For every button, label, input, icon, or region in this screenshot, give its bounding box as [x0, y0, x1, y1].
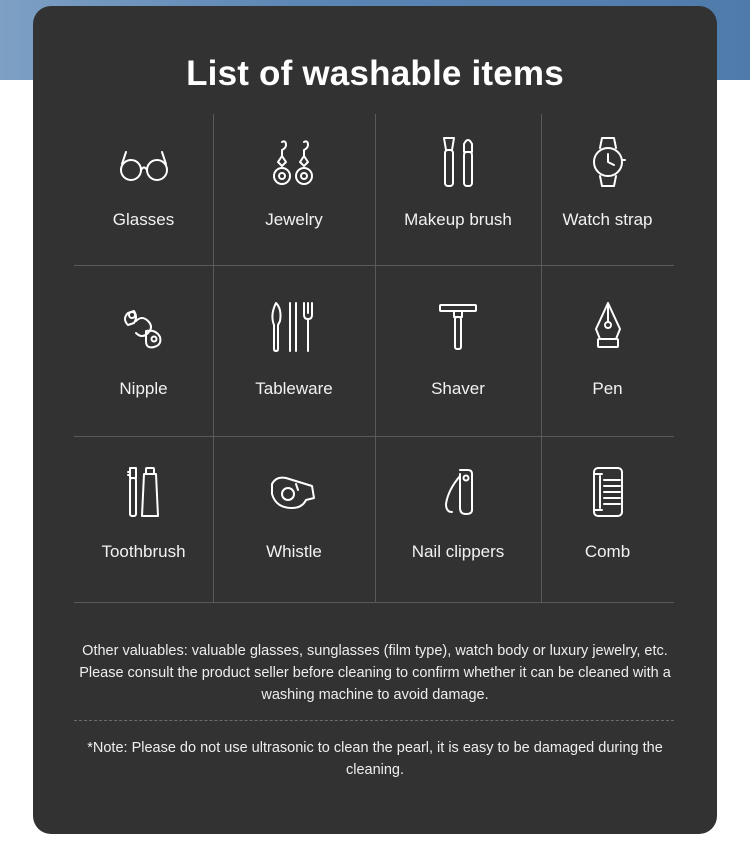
item-pen: [541, 265, 674, 436]
glasses-icon: [116, 134, 172, 190]
item-label: Shaver: [431, 379, 485, 398]
watch-icon: [580, 134, 636, 190]
item-nail-clippers: [375, 436, 541, 602]
item-whistle: [213, 436, 375, 602]
other-valuables-note: Other valuables: valuable glasses, sunglasses (film type), watch body or luxury jewelry, etc. Please consult the product seller before cleaning to confirm whether it can be cleaned with a washing machine to avoid damage.: [79, 643, 671, 703]
earrings-icon: [266, 134, 322, 190]
item-jewelry: [213, 114, 375, 265]
item-glasses: [74, 114, 213, 265]
makeup-brush-icon: [430, 134, 486, 190]
pearl-warning-note: *Note: Please do not use ultrasonic to clean the pearl, it is easy to be damaged during the cleaning.: [87, 740, 663, 778]
item-label: Whistle: [266, 542, 322, 561]
item-label: Makeup brush: [404, 210, 512, 229]
item-label: Toothbrush: [101, 542, 186, 561]
washable-items-card: [33, 6, 717, 834]
nail-clippers-icon: [430, 464, 486, 520]
item-watch-strap: [541, 114, 674, 265]
razor-icon: [430, 299, 486, 355]
item-comb: [541, 436, 674, 602]
tableware-icon: [266, 299, 322, 355]
toothbrush-icon: [116, 464, 172, 520]
item-label: Comb: [584, 542, 631, 561]
whistle-icon: [266, 464, 322, 520]
item-shaver: [375, 265, 541, 436]
items-grid: [74, 114, 674, 602]
dashed-divider: [74, 720, 674, 721]
item-tableware: [213, 265, 375, 436]
pacifier-icon: [116, 299, 172, 355]
item-toothbrush: [74, 436, 213, 602]
item-label: Glasses: [112, 210, 175, 229]
fountain-pen-icon: [580, 299, 636, 355]
item-label: Tableware: [255, 379, 333, 398]
item-label: Watch strap: [562, 210, 653, 229]
item-label: Nipple: [119, 379, 168, 398]
page-title: List of washable items: [186, 54, 564, 93]
comb-icon: [580, 464, 636, 520]
item-label: Pen: [592, 379, 623, 398]
item-makeup-brush: [375, 114, 541, 265]
item-nipple: [74, 265, 213, 436]
item-label: Nail clippers: [411, 542, 505, 561]
grid-divider: [74, 602, 674, 603]
item-label: Jewelry: [265, 210, 323, 229]
